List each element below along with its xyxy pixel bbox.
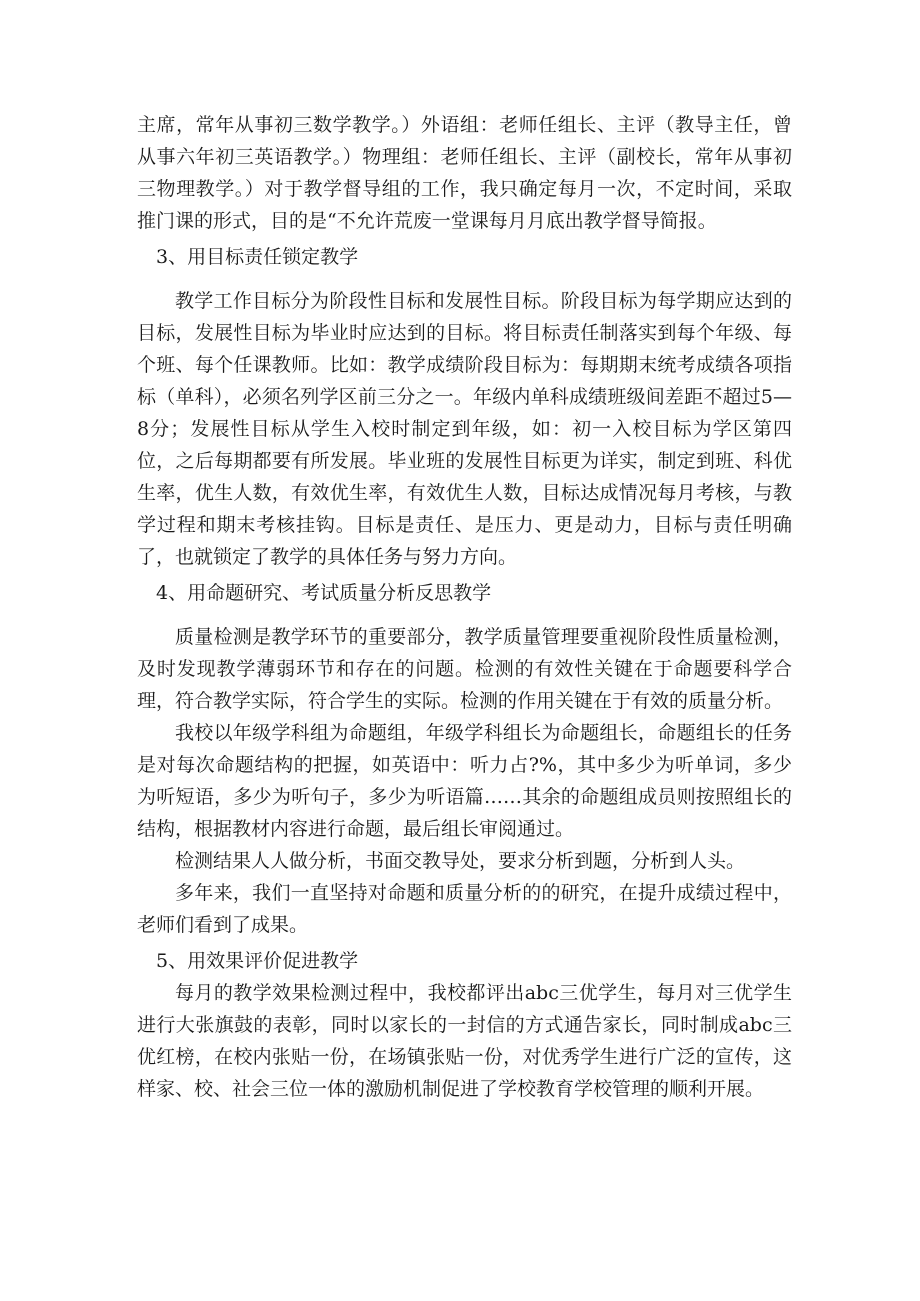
paragraph: 我校以年级学科组为命题组，年级学科组长为命题组长，命题组长的任务是对每次命题结构的把握，如英语中：听力占?%，其中多少为听单词，多少为听短语，多少为听句子，多少为听语篇……其余的命题组成员则按照组长的结构，根据教材内容进行命题，最后组长审阅通过。: [137, 722, 792, 840]
section-heading: 3、用目标责任锁定教学: [156, 246, 359, 268]
paragraph: 检测结果人人做分析，书面交教导处，要求分析到题，分析到人头。: [175, 850, 746, 872]
paragraph: 质量检测是教学环节的重要部分，教学质量管理要重视阶段性质量检测，及时发现教学薄弱环节和存在的问题。检测的有效性关键在于命题要科学合理，符合教学实际，符合学生的实际。检测的作用关键在于有效的质量分析。: [137, 626, 792, 712]
section-heading: 4、用命题研究、考试质量分析反思教学: [156, 582, 492, 604]
document-body: [137, 109, 792, 1105]
paragraph: 多年来，我们一直坚持对命题和质量分析的的研究，在提升成绩过程中，老师们看到了成果。: [137, 882, 792, 936]
paragraph: 教学工作目标分为阶段性目标和发展性目标。阶段目标为每学期应达到的目标，发展性目标为毕业时应达到的目标。将目标责任制落实到每个年级、每个班、每个任课教师。比如：教学成绩阶段目标为：每期期末统考成绩各项指标（单科），必须名列学区前三分之一。年级内单科成绩班级间差距不超过5—8分；发展性目标从学生入校时制定到年级，如：初一入校目标为学区第四位，之后每期都要有所发展。毕业班的发展性目标更为详实，制定到班、科优生率，优生人数，有效优生率，有效优生人数，目标达成情况每月考核，与教学过程和期末考核挂钩。目标是责任、是压力、更是动力，目标与责任明确了，也就锁定了教学的具体任务与努力方向。: [137, 290, 792, 568]
paragraph: 每月的教学效果检测过程中，我校都评出abc三优学生，每月对三优学生进行大张旗鼓的表彰，同时以家长的一封信的方式通告家长，同时制成abc三优红榜，在校内张贴一份，在场镇张贴一份，对优秀学生进行广泛的宣传，这样家、校、社会三位一体的激励机制促进了学校教育学校管理的顺利开展。: [137, 982, 792, 1100]
paragraph: 主席，常年从事初三数学教学。）外语组：老师任组长、主评（教导主任，曾从事六年初三英语教学。）物理组：老师任组长、主评（副校长，常年从事初三物理教学。）对于教学督导组的工作，我只确定每月一次，不定时间，采取推门课的形式，目的是“不允许荒废一堂课每月月底出教学督导简报。: [137, 114, 792, 232]
section-heading: 5、用效果评价促进教学: [156, 950, 359, 972]
